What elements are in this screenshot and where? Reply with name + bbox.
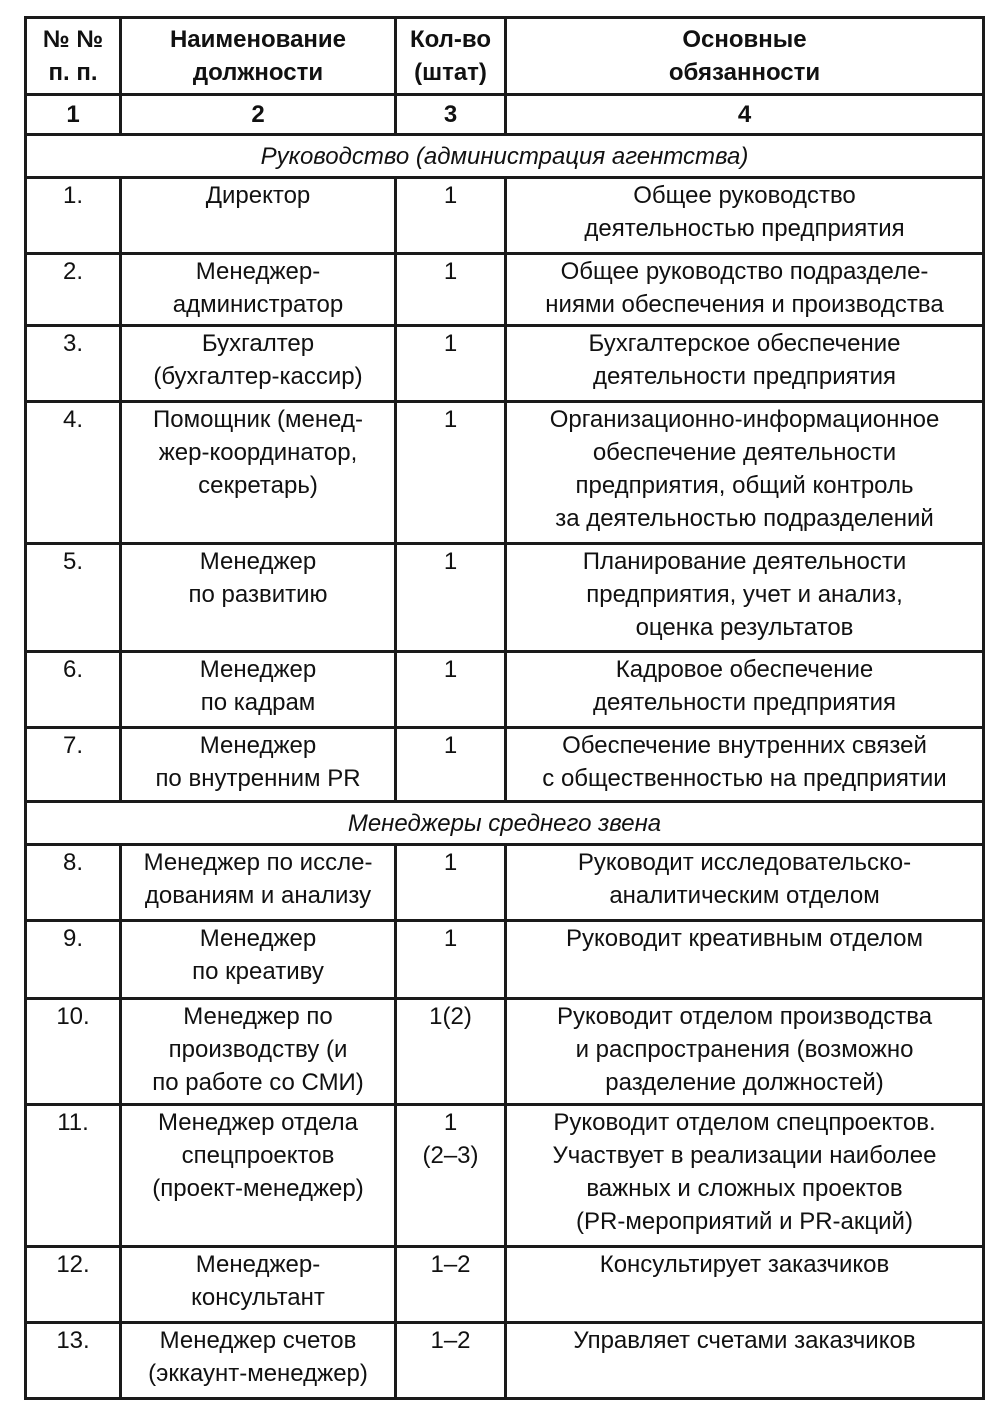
row-number: 2.	[26, 254, 121, 326]
staff-count: 1–2	[396, 1323, 506, 1399]
staff-count: 1	[396, 544, 506, 652]
table-row	[26, 1247, 984, 1323]
main-duties: Руководит креативным отделом	[506, 921, 984, 999]
main-duties: Организационно-информационное обеспечение деятельности предприятия, общий контроль за деятельностью подразделений	[506, 402, 984, 544]
table-row	[26, 652, 984, 728]
table-row	[26, 326, 984, 402]
staff-count: 1	[396, 845, 506, 921]
column-number-1: 1	[26, 95, 121, 135]
position-name: Менеджер- консультант	[121, 1247, 396, 1323]
row-number: 11.	[26, 1105, 121, 1247]
main-duties: Кадровое обеспечение деятельности предприятия	[506, 652, 984, 728]
header-number: № № п. п.	[26, 18, 121, 95]
row-number: 9.	[26, 921, 121, 999]
staff-count: 1	[396, 652, 506, 728]
staff-count: 1	[396, 728, 506, 802]
staff-count: 1	[396, 402, 506, 544]
column-number-row	[26, 95, 984, 135]
position-name: Менеджер по кадрам	[121, 652, 396, 728]
staff-count: 1 (2–3)	[396, 1105, 506, 1247]
staff-count: 1	[396, 921, 506, 999]
table-row	[26, 999, 984, 1105]
row-number: 10.	[26, 999, 121, 1105]
staff-count: 1–2	[396, 1247, 506, 1323]
position-name: Менеджер по развитию	[121, 544, 396, 652]
row-number: 7.	[26, 728, 121, 802]
table-row	[26, 178, 984, 254]
table-row	[26, 845, 984, 921]
staff-count: 1	[396, 326, 506, 402]
staff-count: 1(2)	[396, 999, 506, 1105]
staff-count: 1	[396, 178, 506, 254]
section-row	[26, 802, 984, 845]
main-duties: Консультирует заказчиков	[506, 1247, 984, 1323]
column-number-2: 2	[121, 95, 396, 135]
main-duties: Руководит исследовательско- аналитическим отделом	[506, 845, 984, 921]
main-duties: Общее руководство подразделе- ниями обеспечения и производства	[506, 254, 984, 326]
position-name: Директор	[121, 178, 396, 254]
header-row	[26, 18, 984, 95]
section-title: Руководство (администрация агентства)	[26, 135, 984, 178]
staff-table	[24, 16, 985, 1400]
position-name: Менеджер по иссле- дованиям и анализу	[121, 845, 396, 921]
main-duties: Обеспечение внутренних связей с общественностью на предприятии	[506, 728, 984, 802]
row-number: 4.	[26, 402, 121, 544]
header-duties: Основные обязанности	[506, 18, 984, 95]
position-name: Менеджер отдела спецпроектов (проект-менеджер)	[121, 1105, 396, 1247]
position-name: Менеджер по внутренним PR	[121, 728, 396, 802]
table-row	[26, 402, 984, 544]
main-duties: Руководит отделом спецпроектов. Участвует в реализации наиболее важных и сложных проектов (PR-мероприятий и PR-акций)	[506, 1105, 984, 1247]
row-number: 3.	[26, 326, 121, 402]
header-position-name: Наименование должности	[121, 18, 396, 95]
position-name: Помощник (менед- жер-координатор, секретарь)	[121, 402, 396, 544]
table-row	[26, 254, 984, 326]
main-duties: Руководит отделом производства и распространения (возможно разделение должностей)	[506, 999, 984, 1105]
row-number: 1.	[26, 178, 121, 254]
position-name: Менеджер по креативу	[121, 921, 396, 999]
section-row	[26, 135, 984, 178]
table-row	[26, 1323, 984, 1399]
row-number: 13.	[26, 1323, 121, 1399]
row-number: 8.	[26, 845, 121, 921]
column-number-3: 3	[396, 95, 506, 135]
main-duties: Общее руководство деятельностью предприятия	[506, 178, 984, 254]
table-row	[26, 921, 984, 999]
table-row	[26, 1105, 984, 1247]
table-row	[26, 544, 984, 652]
section-title: Менеджеры среднего звена	[26, 802, 984, 845]
main-duties: Управляет счетами заказчиков	[506, 1323, 984, 1399]
row-number: 12.	[26, 1247, 121, 1323]
row-number: 5.	[26, 544, 121, 652]
column-number-4: 4	[506, 95, 984, 135]
table-row	[26, 728, 984, 802]
position-name: Менеджер счетов (эккаунт-менеджер)	[121, 1323, 396, 1399]
position-name: Бухгалтер (бухгалтер-кассир)	[121, 326, 396, 402]
position-name: Менеджер- администратор	[121, 254, 396, 326]
row-number: 6.	[26, 652, 121, 728]
staff-count: 1	[396, 254, 506, 326]
position-name: Менеджер по производству (и по работе со СМИ)	[121, 999, 396, 1105]
main-duties: Бухгалтерское обеспечение деятельности предприятия	[506, 326, 984, 402]
main-duties: Планирование деятельности предприятия, учет и анализ, оценка результатов	[506, 544, 984, 652]
header-quantity: Кол-во (штат)	[396, 18, 506, 95]
